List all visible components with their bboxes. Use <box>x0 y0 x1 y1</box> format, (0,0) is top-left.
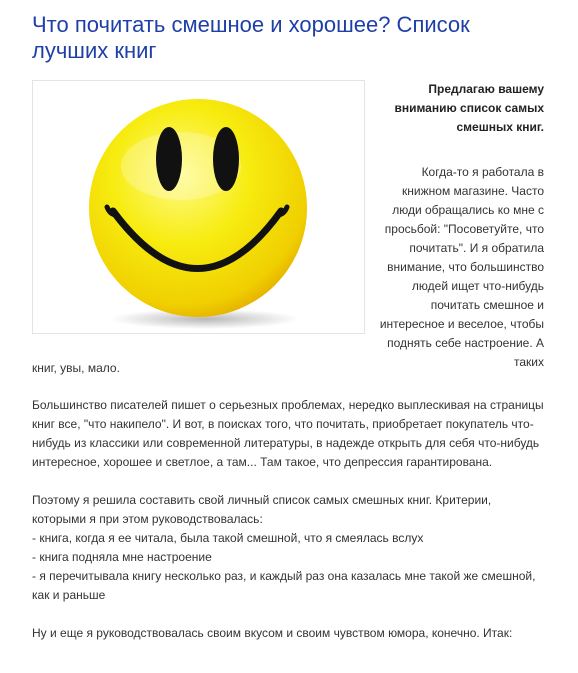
criteria-item: - я перечитывала книгу несколько раз, и каждый раз она казалась мне такой же смешной, как и раньше <box>32 569 536 602</box>
criteria-item: - книга подняла мне настроение <box>32 550 212 564</box>
lead-text: Предлагаю вашему вниманию список самых смешных книг. <box>394 82 544 134</box>
paragraph-conclusion: Ну и еще я руководствовалась своим вкусом и своим чувством юмора, конечно. Итак: <box>32 626 513 640</box>
smiley-face-icon <box>33 81 364 333</box>
smiley-image <box>32 80 365 334</box>
intro-sidebar <box>376 80 544 372</box>
intro-tail-text: книг, увы, мало. <box>32 361 120 375</box>
paragraph-problems: Большинство писателей пишет о серьезных проблемах, нередко выплескивая на страницы книг все, "что накипело". И вот, в поисках того, что почитать, приобретает покупатель что-нибудь из классики или современной литературы, в надежде открыть для себя что-нибудь интересное, хорошее и светлое, а там... Там такое, что депрессия гарантирована. <box>32 398 544 469</box>
criteria-intro: Поэтому я решила составить свой личный список самых смешных книг. Критерии, которыми я при этом руководствовалась: <box>32 493 492 526</box>
paragraph-criteria <box>32 491 544 605</box>
article-body <box>32 396 544 662</box>
intro-text: Когда-то я работала в книжном магазине. Часто люди обращались ко мне с просьбой: "Посоветуйте, что почитать". И я обратила внимание, что большинство людей ищет что-нибудь почитать смешное и интересное и веселое, чтобы поднять себе настроение. А таких <box>379 165 544 369</box>
article-title[interactable]: Что почитать смешное и хорошее? Список лучших книг <box>32 12 470 63</box>
criteria-item: - книга, когда я ее читала, была такой смешной, что я смеялась вслух <box>32 531 424 545</box>
